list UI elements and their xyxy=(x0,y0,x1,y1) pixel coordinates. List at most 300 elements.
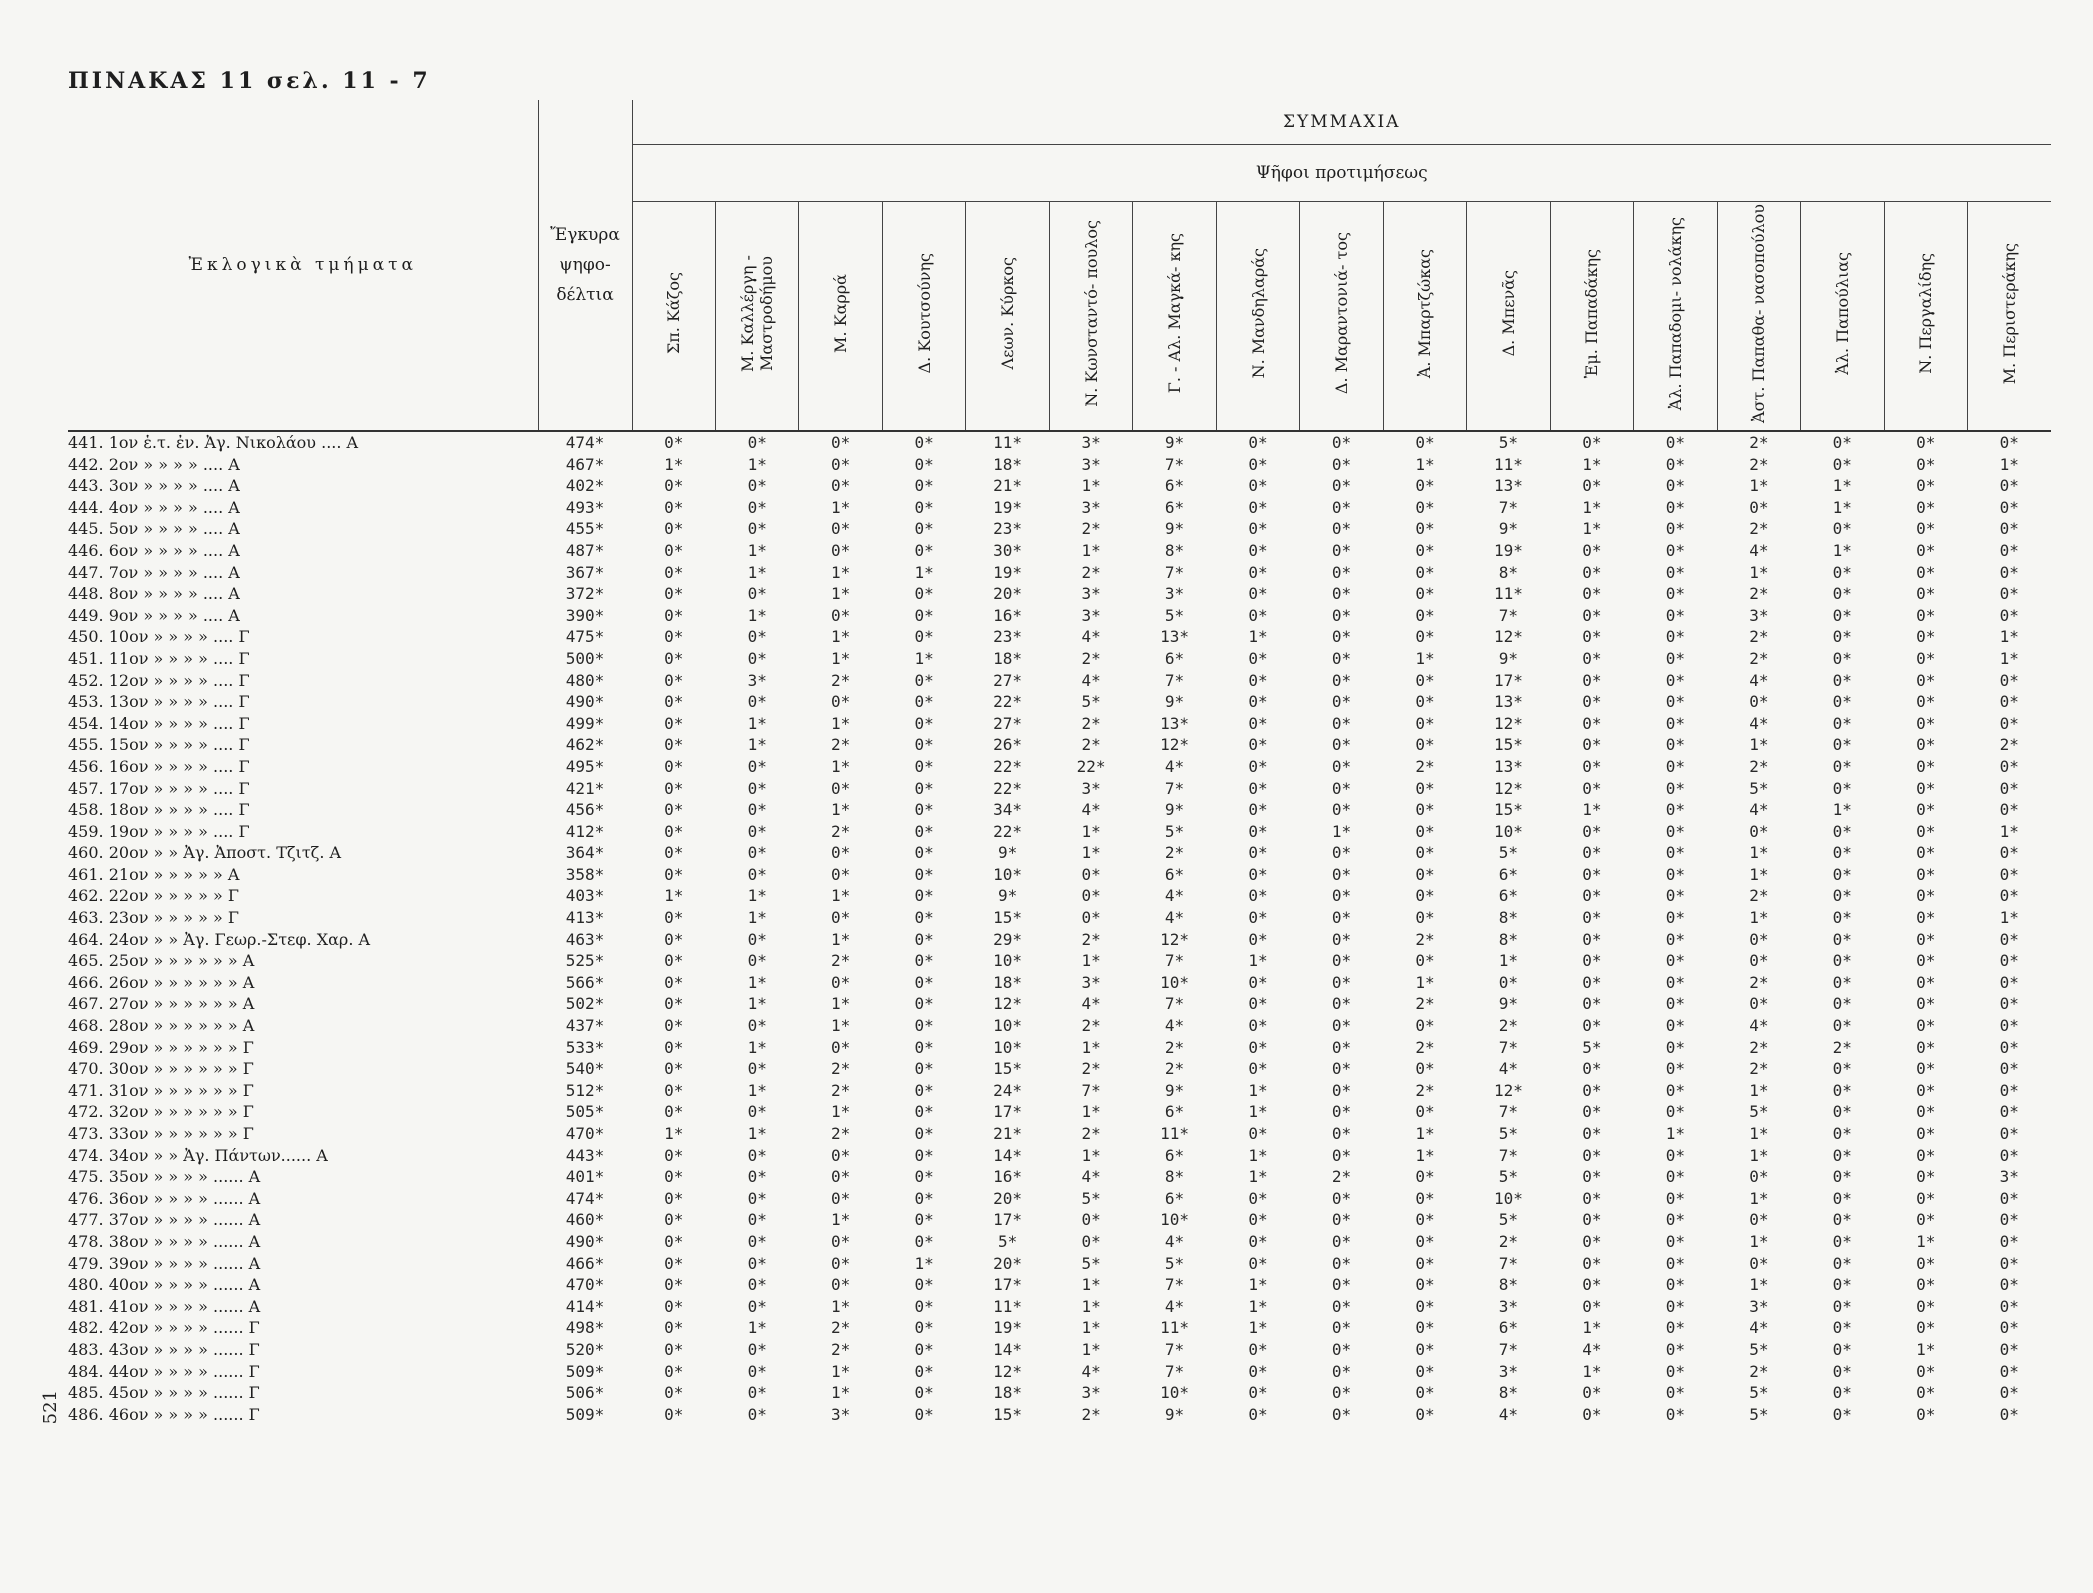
preference-vote-cell: 0* xyxy=(664,1059,684,1079)
preference-vote-cell: 0* xyxy=(1331,1318,1352,1338)
preference-vote-cell: 0* xyxy=(914,605,934,625)
table-row xyxy=(68,734,2051,756)
preference-vote-cell: 0* xyxy=(747,929,767,949)
section-cell: 442. 2ον » » » » .... Α xyxy=(68,454,240,474)
preference-vote-cell: 0* xyxy=(831,864,851,884)
table-row xyxy=(68,1058,2051,1080)
valid-ballots-cell: 509* xyxy=(565,1404,605,1424)
preference-vote-cell: 0* xyxy=(1916,627,1936,647)
preference-vote-cell: 0* xyxy=(1665,1361,1685,1381)
preference-vote-cell: 0* xyxy=(1999,1231,2019,1251)
preference-vote-cell: 0* xyxy=(1582,1188,1602,1208)
preference-vote-cell: 22* xyxy=(1076,756,1106,776)
preference-vote-cell: 1* xyxy=(1081,1102,1101,1122)
preference-vote-cell: 1* xyxy=(914,562,934,582)
preference-vote-cell: 0* xyxy=(1916,1037,1936,1057)
preference-vote-cell: 4* xyxy=(1582,1339,1602,1359)
preference-vote-cell: 0* xyxy=(1582,1383,1602,1403)
preference-vote-cell: 3* xyxy=(747,670,767,690)
preference-vote-cell: 0* xyxy=(1248,1016,1268,1036)
preference-vote-cell: 1* xyxy=(1081,1339,1101,1359)
section-cell: 453. 13ον » » » » .... Γ xyxy=(68,692,250,712)
preference-vote-cell: 0* xyxy=(1331,1253,1352,1273)
section-cell: 483. 43ον » » » » ...... Γ xyxy=(68,1339,260,1359)
table-row xyxy=(68,756,2051,778)
preference-vote-cell: 2* xyxy=(1749,1361,1769,1381)
valid-ballots-cell: 466* xyxy=(565,1253,605,1273)
table-row xyxy=(68,929,2051,951)
preference-vote-cell: 1* xyxy=(831,1102,851,1122)
preference-vote-cell: 0* xyxy=(1582,1124,1602,1143)
preference-vote-cell: 0* xyxy=(914,519,934,539)
preference-vote-cell: 0* xyxy=(1999,1318,2019,1338)
preference-vote-cell: 1* xyxy=(1999,648,2019,668)
preference-vote-cell: 0* xyxy=(1665,756,1685,776)
preference-vote-cell: 0* xyxy=(1916,1383,1936,1403)
valid-ballots-cell: 401* xyxy=(565,1167,605,1187)
preference-vote-cell: 0* xyxy=(1916,670,1936,690)
candidate-name: Ἀλ. Παπούλιας xyxy=(1832,252,1852,375)
preference-vote-cell: 2* xyxy=(1081,735,1101,755)
results-table-container xyxy=(68,100,2051,1550)
preference-vote-cell: 0* xyxy=(1331,1339,1352,1359)
valid-ballots-cell: 358* xyxy=(565,864,605,884)
preference-vote-cell: 0* xyxy=(914,1188,934,1208)
section-cell: 469. 29ον » » » » » » Γ xyxy=(68,1037,254,1057)
preference-vote-cell: 0* xyxy=(1916,1188,1936,1208)
section-cell: 472. 32ον » » » » » » Γ xyxy=(68,1102,254,1122)
preference-vote-cell: 0* xyxy=(1248,476,1268,496)
preference-vote-cell: 0* xyxy=(1665,562,1685,582)
preference-vote-cell: 0* xyxy=(747,648,767,668)
preference-vote-cell: 18* xyxy=(993,1383,1023,1403)
preference-vote-cell: 1* xyxy=(1415,972,1435,992)
section-cell: 481. 41ον » » » » ...... Α xyxy=(68,1296,261,1316)
preference-vote-cell: 0* xyxy=(1999,994,2019,1014)
preference-vote-cell: 12* xyxy=(1493,1080,1523,1100)
preference-vote-cell: 0* xyxy=(1749,1253,1769,1273)
preference-vote-cell: 0* xyxy=(1415,1253,1435,1273)
section-cell: 476. 36ον » » » » ...... Α xyxy=(68,1188,261,1208)
preference-vote-cell: 0* xyxy=(747,497,767,517)
preference-vote-cell: 1* xyxy=(914,1253,934,1273)
preference-vote-cell: 9* xyxy=(1164,1080,1185,1100)
preference-vote-cell: 6* xyxy=(1498,864,1519,884)
preference-vote-cell: 14* xyxy=(993,1339,1023,1359)
preference-vote-cell: 0* xyxy=(1582,972,1602,992)
preference-vote-cell: 0* xyxy=(1415,497,1435,517)
preference-vote-cell: 0* xyxy=(1665,713,1685,733)
preference-vote-cell: 0* xyxy=(1248,756,1268,776)
preference-vote-cell: 0* xyxy=(914,627,934,647)
preference-vote-cell: 1* xyxy=(747,1037,767,1057)
preference-vote-cell: 0* xyxy=(1415,1296,1435,1316)
preference-vote-cell: 0* xyxy=(1832,1167,1852,1187)
valid-ballots-cell: 470* xyxy=(565,1124,605,1143)
preference-vote-cell: 19* xyxy=(993,562,1023,582)
preference-vote-cell: 13* xyxy=(1160,713,1189,733)
preference-vote-cell: 0* xyxy=(1582,605,1602,625)
preference-vote-cell: 7* xyxy=(1498,1102,1519,1122)
preference-vote-cell: 0* xyxy=(664,648,684,668)
preference-vote-cell: 0* xyxy=(1665,1231,1685,1251)
table-row xyxy=(68,1361,2051,1383)
preference-vote-cell: 9* xyxy=(1498,994,1519,1014)
preference-vote-cell: 0* xyxy=(914,584,934,604)
preference-vote-cell: 6* xyxy=(1164,648,1185,668)
table-row xyxy=(68,518,2051,540)
preference-vote-cell: 0* xyxy=(664,1404,684,1424)
preference-vote-cell: 0* xyxy=(1665,1059,1685,1079)
preference-vote-cell: 1* xyxy=(1081,1318,1101,1338)
preference-vote-cell: 0* xyxy=(914,735,934,755)
preference-vote-cell: 0* xyxy=(1916,562,1936,582)
preference-vote-cell: 1* xyxy=(1415,454,1435,474)
preference-vote-cell: 0* xyxy=(1331,1124,1352,1143)
section-cell: 480. 40ον » » » » ...... Α xyxy=(68,1275,261,1295)
preference-vote-cell: 2* xyxy=(1415,756,1435,776)
preference-vote-cell: 0* xyxy=(914,433,934,452)
preference-vote-cell: 0* xyxy=(1832,1124,1852,1143)
preference-vote-cell: 0* xyxy=(831,1145,851,1165)
valid-ballots-cell: 540* xyxy=(565,1059,605,1079)
preference-vote-cell: 0* xyxy=(1832,951,1852,971)
preference-vote-cell: 0* xyxy=(1665,605,1685,625)
preference-vote-cell: 0* xyxy=(1832,713,1852,733)
valid-ballots-cell: 367* xyxy=(565,562,605,582)
preference-vote-cell: 10* xyxy=(1493,821,1523,841)
preference-vote-cell: 0* xyxy=(1248,454,1268,474)
preference-vote-cell: 5* xyxy=(1081,692,1101,712)
preference-vote-cell: 2* xyxy=(1415,929,1435,949)
preference-vote-cell: 0* xyxy=(1916,994,1936,1014)
preference-vote-cell: 2* xyxy=(1749,648,1769,668)
preference-vote-cell: 0* xyxy=(1999,519,2019,539)
preference-vote-cell: 0* xyxy=(914,1016,934,1036)
preference-vote-cell: 8* xyxy=(1164,1167,1185,1187)
preference-vote-cell: 30* xyxy=(993,540,1023,560)
preference-vote-cell: 4* xyxy=(1749,1318,1769,1338)
preference-vote-cell: 1* xyxy=(747,1318,767,1338)
preference-vote-cell: 0* xyxy=(1665,670,1685,690)
preference-vote-cell: 1* xyxy=(1749,562,1769,582)
preference-vote-cell: 1* xyxy=(747,908,767,928)
preference-vote-cell: 16* xyxy=(993,605,1023,625)
preference-vote-cell: 0* xyxy=(664,778,684,798)
preference-vote-cell: 2* xyxy=(1164,843,1185,863)
valid-ballots-cell: 463* xyxy=(565,929,605,949)
preference-vote-cell: 1* xyxy=(1999,454,2019,474)
preference-vote-cell: 0* xyxy=(1999,1188,2019,1208)
table-row xyxy=(68,454,2051,476)
table-row xyxy=(68,540,2051,562)
preference-vote-cell: 0* xyxy=(914,1102,934,1122)
valid-ballots-cell: 443* xyxy=(565,1145,605,1165)
preference-vote-cell: 1* xyxy=(1248,1296,1268,1316)
preference-vote-cell: 29* xyxy=(993,929,1023,949)
preference-vote-cell: 0* xyxy=(1749,692,1769,712)
preference-vote-cell: 0* xyxy=(1331,670,1352,690)
preference-vote-cell: 5* xyxy=(1749,1339,1769,1359)
preference-vote-cell: 0* xyxy=(1415,735,1435,755)
preference-vote-cell: 2* xyxy=(1498,1016,1519,1036)
table-row xyxy=(68,605,2051,627)
preference-vote-cell: 0* xyxy=(1415,908,1435,928)
preference-vote-cell: 6* xyxy=(1164,1102,1185,1122)
preference-vote-cell: 0* xyxy=(1832,605,1852,625)
preference-vote-cell: 0* xyxy=(1832,1080,1852,1100)
preference-vote-cell: 0* xyxy=(1582,1102,1602,1122)
preference-vote-cell: 0* xyxy=(1248,800,1268,820)
preference-vote-cell: 0* xyxy=(914,994,934,1014)
table-row xyxy=(68,497,2051,519)
table-row xyxy=(68,821,2051,843)
preference-vote-cell: 0* xyxy=(1415,1167,1435,1187)
preference-vote-cell: 0* xyxy=(1248,929,1268,949)
preference-vote-cell: 4* xyxy=(1164,886,1185,906)
preference-vote-cell: 5* xyxy=(1749,778,1769,798)
table-row xyxy=(68,864,2051,886)
section-cell: 486. 46ον » » » » ...... Γ xyxy=(68,1404,260,1424)
preference-vote-cell: 0* xyxy=(1665,454,1685,474)
preference-vote-cell: 0* xyxy=(1999,1102,2019,1122)
preference-vote-cell: 0* xyxy=(1248,433,1268,452)
preference-vote-cell: 0* xyxy=(1832,1253,1852,1273)
preference-vote-cell: 1* xyxy=(664,1124,684,1143)
preference-vote-cell: 0* xyxy=(1331,1037,1352,1057)
section-cell: 456. 16ον » » » » .... Γ xyxy=(68,756,250,776)
preference-vote-cell: 0* xyxy=(747,1102,767,1122)
preference-vote-cell: 3* xyxy=(1081,454,1101,474)
preference-vote-cell: 0* xyxy=(1999,1275,2019,1295)
preference-vote-cell: 0* xyxy=(1999,1016,2019,1036)
valid-ballots-cell: 498* xyxy=(565,1318,605,1338)
preference-vote-cell: 0* xyxy=(914,800,934,820)
preference-vote-cell: 0* xyxy=(1415,605,1435,625)
section-cell: 449. 9ον » » » » .... Α xyxy=(68,605,240,625)
candidate-name: Σπ. Κάζος xyxy=(664,272,684,355)
preference-vote-cell: 8* xyxy=(1498,908,1519,928)
preference-vote-cell: 0* xyxy=(664,1188,684,1208)
preference-vote-cell: 1* xyxy=(831,648,851,668)
table-row xyxy=(68,1231,2051,1253)
preference-vote-cell: 0* xyxy=(831,519,851,539)
preference-vote-cell: 0* xyxy=(1999,800,2019,820)
preference-vote-cell: 0* xyxy=(914,692,934,712)
preference-vote-cell: 0* xyxy=(1999,497,2019,517)
table-row xyxy=(68,778,2051,800)
valid-ballots-cell: 390* xyxy=(565,605,605,625)
preference-vote-cell: 2* xyxy=(1415,1037,1435,1057)
preference-vote-cell: 1* xyxy=(1248,951,1268,971)
preference-vote-cell: 7* xyxy=(1498,1253,1519,1273)
preference-vote-cell: 0* xyxy=(1582,843,1602,863)
preference-vote-cell: 0* xyxy=(1582,1210,1602,1230)
valid-ballots-cell: 467* xyxy=(565,454,605,474)
preference-vote-cell: 3* xyxy=(1081,1383,1101,1403)
preference-vote-cell: 1* xyxy=(1582,497,1602,517)
preference-vote-cell: 0* xyxy=(1832,1361,1852,1381)
preference-vote-cell: 15* xyxy=(1493,800,1523,820)
preference-vote-cell: 1* xyxy=(1999,908,2019,928)
section-cell: 477. 37ον » » » » ...... Α xyxy=(68,1210,261,1230)
preference-vote-cell: 0* xyxy=(1665,1016,1685,1036)
preference-vote-cell: 1* xyxy=(1749,476,1769,496)
preference-vote-cell: 0* xyxy=(1415,1318,1435,1338)
preference-vote-cell: 0* xyxy=(1415,821,1435,841)
preference-vote-cell: 0* xyxy=(914,1145,934,1165)
preference-vote-cell: 1* xyxy=(1081,1296,1101,1316)
preference-vote-cell: 3* xyxy=(831,1404,851,1424)
preference-vote-cell: 0* xyxy=(1582,908,1602,928)
table-row xyxy=(68,885,2051,907)
preference-vote-cell: 0* xyxy=(664,562,684,582)
preference-vote-cell: 6* xyxy=(1164,476,1185,496)
preference-vote-cell: 20* xyxy=(993,584,1023,604)
preference-vote-cell: 0* xyxy=(1832,994,1852,1014)
valid-ballots-cell: 460* xyxy=(565,1210,605,1230)
preference-vote-cell: 1* xyxy=(831,1210,851,1230)
preference-vote-cell: 1* xyxy=(1832,476,1852,496)
preference-vote-cell: 2* xyxy=(1081,1059,1101,1079)
preference-vote-cell: 13* xyxy=(1160,627,1189,647)
preference-vote-cell: 5* xyxy=(1498,1210,1519,1230)
preference-vote-cell: 1* xyxy=(1415,1124,1435,1143)
preference-vote-cell: 0* xyxy=(747,1188,767,1208)
preference-vote-cell: 0* xyxy=(1916,476,1936,496)
preference-vote-cell: 0* xyxy=(747,843,767,863)
preference-vote-cell: 0* xyxy=(1331,519,1352,539)
preference-vote-cell: 2* xyxy=(1749,886,1769,906)
preference-vote-cell: 0* xyxy=(664,1361,684,1381)
preference-vote-cell: 23* xyxy=(993,519,1023,539)
preference-vote-cell: 0* xyxy=(1331,713,1352,733)
preference-vote-cell: 1* xyxy=(1248,1102,1268,1122)
preference-vote-cell: 12* xyxy=(1160,735,1189,755)
preference-vote-cell: 0* xyxy=(1248,864,1268,884)
preference-vote-cell: 0* xyxy=(1665,821,1685,841)
preference-vote-cell: 0* xyxy=(1999,476,2019,496)
table-row xyxy=(68,1209,2051,1231)
preference-vote-cell: 0* xyxy=(1415,1210,1435,1230)
preference-vote-cell: 22* xyxy=(993,778,1023,798)
preference-vote-cell: 0* xyxy=(1916,800,1936,820)
preference-vote-cell: 0* xyxy=(1916,972,1936,992)
preference-vote-cell: 0* xyxy=(1832,972,1852,992)
preference-vote-cell: 0* xyxy=(664,1339,684,1359)
preference-vote-cell: 0* xyxy=(1916,951,1936,971)
preference-vote-cell: 9* xyxy=(997,886,1018,906)
preference-vote-cell: 15* xyxy=(993,1059,1023,1079)
preference-vote-cell: 0* xyxy=(1916,1404,1936,1424)
preference-vote-cell: 0* xyxy=(1916,713,1936,733)
valid-ballots-cell: 490* xyxy=(565,1231,605,1251)
preference-vote-cell: 0* xyxy=(1582,1016,1602,1036)
section-cell: 475. 35ον » » » » ...... Α xyxy=(68,1167,261,1187)
preference-vote-cell: 0* xyxy=(1999,1296,2019,1316)
preference-vote-cell: 2* xyxy=(1415,994,1435,1014)
preference-vote-cell: 0* xyxy=(1832,864,1852,884)
preference-vote-cell: 0* xyxy=(1248,1404,1268,1424)
preference-vote-cell: 27* xyxy=(993,670,1023,690)
preference-vote-cell: 0* xyxy=(914,497,934,517)
preference-vote-cell: 0* xyxy=(1331,497,1352,517)
preference-vote-cell: 0* xyxy=(1331,433,1352,452)
preference-vote-cell: 5* xyxy=(1081,1188,1101,1208)
preference-vote-cell: 0* xyxy=(1415,1339,1435,1359)
preference-vote-cell: 0* xyxy=(1081,864,1101,884)
preference-vote-cell: 17* xyxy=(1493,670,1523,690)
preference-vote-cell: 0* xyxy=(831,1188,851,1208)
preference-vote-cell: 0* xyxy=(1832,1231,1852,1251)
candidate-name: Δ. Μπενᾶς xyxy=(1498,270,1518,357)
preference-vote-cell: 0* xyxy=(1081,908,1101,928)
table-row xyxy=(68,799,2051,821)
preference-vote-cell: 0* xyxy=(1749,1167,1769,1187)
preference-vote-cell: 0* xyxy=(914,886,934,906)
preference-vote-cell: 8* xyxy=(1498,1383,1519,1403)
preference-vote-cell: 0* xyxy=(747,1361,767,1381)
preference-vote-cell: 0* xyxy=(914,972,934,992)
preference-vote-cell: 4* xyxy=(1081,1167,1101,1187)
preference-vote-cell: 0* xyxy=(1582,929,1602,949)
section-cell: 473. 33ον » » » » » » Γ xyxy=(68,1124,254,1143)
preference-vote-cell: 0* xyxy=(1665,778,1685,798)
valid-ballots-cell: 470* xyxy=(565,1275,605,1295)
preference-vote-cell: 0* xyxy=(1749,929,1769,949)
valid-ballots-cell: 413* xyxy=(565,908,605,928)
preference-vote-cell: 0* xyxy=(1582,670,1602,690)
preference-vote-cell: 0* xyxy=(1916,648,1936,668)
preference-vote-cell: 1* xyxy=(1081,1275,1101,1295)
preference-vote-cell: 0* xyxy=(914,1231,934,1251)
preference-vote-cell: 0* xyxy=(1415,1059,1435,1079)
candidate-header xyxy=(1467,202,1550,432)
preference-vote-cell: 0* xyxy=(1665,1296,1685,1316)
preference-vote-cell: 2* xyxy=(831,735,851,755)
preference-vote-cell: 1* xyxy=(747,735,767,755)
preference-vote-cell: 0* xyxy=(1415,713,1435,733)
preference-vote-cell: 3* xyxy=(1164,584,1185,604)
section-cell: 455. 15ον » » » » .... Γ xyxy=(68,735,250,755)
preference-vote-cell: 0* xyxy=(1331,886,1352,906)
preference-vote-cell: 0* xyxy=(1331,627,1352,647)
preference-vote-cell: 12* xyxy=(1160,929,1189,949)
preference-vote-cell: 1* xyxy=(1749,1080,1769,1100)
preference-vote-cell: 0* xyxy=(1582,1404,1602,1424)
table-header xyxy=(68,100,2051,431)
preference-vote-cell: 0* xyxy=(914,821,934,841)
candidate-header xyxy=(632,202,715,432)
table-row xyxy=(68,1339,2051,1361)
preference-vote-cell: 0* xyxy=(1999,1361,2019,1381)
preference-vote-cell: 0* xyxy=(1665,1102,1685,1122)
valid-ballots-cell: 525* xyxy=(565,951,605,971)
preference-vote-cell: 0* xyxy=(914,1404,934,1424)
preference-vote-cell: 0* xyxy=(914,1080,934,1100)
preference-vote-cell: 0* xyxy=(1081,886,1101,906)
preference-vote-cell: 0* xyxy=(914,1296,934,1316)
preference-vote-cell: 0* xyxy=(1248,778,1268,798)
candidate-name: Ἀλ. Παπαδομι- νολάκης xyxy=(1665,216,1685,411)
preference-vote-cell: 0* xyxy=(1665,864,1685,884)
preference-vote-cell: 0* xyxy=(1248,735,1268,755)
preference-vote-cell: 0* xyxy=(747,433,767,452)
preference-vote-cell: 0* xyxy=(1331,1361,1352,1381)
preference-vote-cell: 0* xyxy=(1916,1167,1936,1187)
table-row xyxy=(68,1080,2051,1102)
preference-vote-cell: 0* xyxy=(1248,1124,1268,1143)
